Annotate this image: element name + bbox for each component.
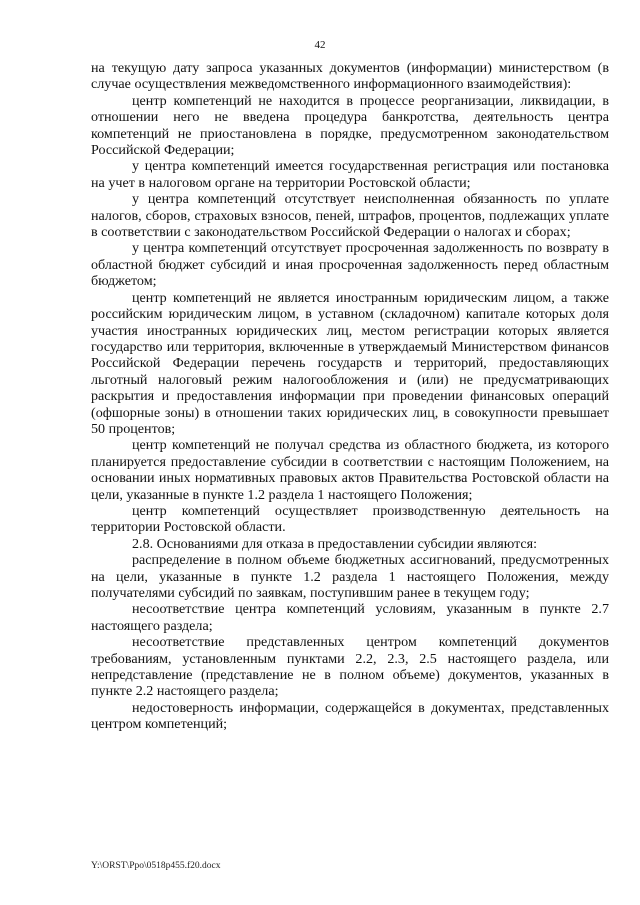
paragraph-continuation: на текущую дату запроса указанных документов (информации) министерством (в случае осуществления межведомственного информационного взаимодействия):: [91, 60, 609, 93]
paragraph-condition-registration: у центра компетенций имеется государственная регистрация или постановка на учет в налоговом органе на территории Ростовской области;: [91, 158, 609, 191]
paragraph-section-2-8: 2.8. Основаниями для отказа в предоставлении субсидии являются:: [132, 535, 538, 552]
paragraph-condition-production: центр компетенций осуществляет производственную деятельность на территории Ростовской области.: [91, 502, 609, 536]
paragraph-condition-taxes: у центра компетенций отсутствует неисполненная обязанность по уплате налогов, сборов, страховых взносов, пеней, штрафов, процентов, подлежащих уплате в соответствии с законодательством Российской Федерации о налогах и сборах;: [91, 191, 609, 241]
paragraph-refusal-nonconformity: несоответствие центра компетенций условиям, указанным в пункте 2.7 настоящего раздела;: [91, 601, 609, 634]
paragraph-condition-no-funds: центр компетенций не получал средства из областного бюджета, из которого планируется предоставление субсидии в соответствии с настоящим Положением, на основании иных нормативных правовых актов Правительства Ростовской области на цели, указанные в пункте 1.2 раздела 1 настоящего Положения;: [91, 437, 609, 503]
paragraph-condition-debt: у центра компетенций отсутствует просроченная задолженность по возврату в областной бюджет субсидий и иная просроченная задолженность перед областным бюджетом;: [91, 240, 609, 290]
document-body: [91, 60, 609, 733]
paragraph-refusal-documents: несоответствие представленных центром компетенций документов требованиям, установленным пунктами 2.2, 2.3, 2.5 настоящего раздела, или непредставление (представление не в полном объеме) документов, указанных в пункте 2.2 настоящего раздела;: [91, 634, 609, 700]
page-number: 42: [314, 39, 326, 51]
paragraph-refusal-allocation: распределение в полном объеме бюджетных ассигнований, предусмотренных на цели, указанные в пункте 1.2 раздела 1 настоящего Положения, между получателями субсидий по заявкам, поступившим ранее в текущем году;: [91, 552, 609, 601]
footer-file-path: Y:\ORST\Ppo\0518p455.f20.docx: [91, 861, 221, 871]
paragraph-condition-reorganization: центр компетенций не находится в процессе реорганизации, ликвидации, в отношении него не введена процедура банкротства, деятельность центра компетенций не приостановлена в порядке, предусмотренном законодательством Российской Федерации;: [91, 92, 609, 159]
paragraph-refusal-inaccuracy: недостоверность информации, содержащейся в документах, представленных центром компетенций;: [91, 699, 609, 733]
paragraph-condition-foreign-entity: центр компетенций не является иностранным юридическим лицом, а также российским юридическим лицом, в уставном (складочном) капитале которых доля участия иностранных юридических лиц, местом регистрации которых является государство или территория, включенные в утверждаемый Министерством финансов Российской Федерации перечень государств и территорий, предоставляющих льготный налоговый режим налогообложения и (или) не предусматривающих раскрытия и предоставления информации при проведении финансовых операций (офшорные зоны) в отношении таких юридических лиц, в совокупности превышает 50 процентов;: [91, 289, 609, 437]
